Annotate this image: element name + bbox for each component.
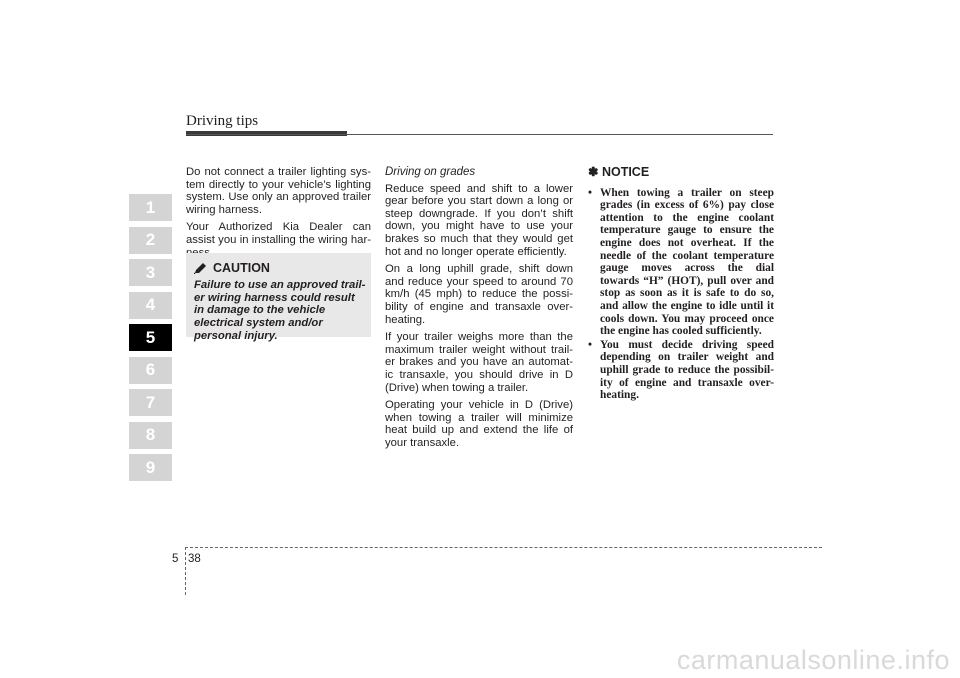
notice-item: • You must decide driving speed depending on trailer weight and uphill grade to reduce the possibil-ity of engine and transaxle over-heating. xyxy=(588,339,774,402)
drive-mode-paragraph: Operating your vehicle in D (Drive) when towing a trailer will minimize heat build up and extend the life of your transaxle. xyxy=(385,399,573,449)
chapter-tab-2[interactable]: 2 xyxy=(129,227,172,254)
watermark: carmanualsonline.info xyxy=(676,645,950,675)
page-chapter-number: 5 xyxy=(172,553,179,565)
caution-box xyxy=(186,253,371,342)
pencil-icon xyxy=(194,262,208,274)
header-rule xyxy=(186,134,773,135)
wiring-paragraph: Do not connect a trailer lighting sys-tem directly to your vehicle’s lighting system. Use only an approved trailer wiring harness. xyxy=(186,166,371,216)
chapter-tab-9[interactable]: 9 xyxy=(129,454,172,481)
chapter-tabs xyxy=(129,194,172,487)
header-title: Driving tips xyxy=(186,113,259,129)
column-2 xyxy=(385,166,573,454)
caution-text: Failure to use an approved trail-er wiring harness could result in damage to the vehicle electrical system and/or personal injury. xyxy=(194,279,366,342)
caution-title: CAUTION xyxy=(213,261,270,275)
grades-subheading: Driving on grades xyxy=(385,166,476,178)
notice-heading: ✽ NOTICE xyxy=(588,165,650,179)
chapter-tab-8[interactable]: 8 xyxy=(129,422,172,449)
notice-item: • When towing a trailer on steep grades (in excess of 6%) pay close attention to the engine coolant temperature gauge to ensure the engine does not overheat. If the needle of the coolant temperature gauge moves across the dial towards “H” (HOT), pull over and stop as soon as it is safe to do so, and allow the engine to idle until it cools down. You may proceed once the engine has cooled sufficiently. xyxy=(588,187,774,338)
uphill-paragraph: On a long uphill grade, shift down and reduce your speed to around 70 km/h (45 mph) to reduce the possi-bility of engine and transaxle over-heating. xyxy=(385,263,573,326)
page-number: 38 xyxy=(188,553,201,565)
downgrade-paragraph: Reduce speed and shift to a lower gear before you start down a long or steep downgrade. If you don’t shift down, you might have to use your brakes so much that they would get hot and no longer operate efficiently. xyxy=(385,182,573,258)
caution-heading xyxy=(194,261,270,275)
chapter-tab-3[interactable]: 3 xyxy=(129,259,172,286)
chapter-tab-5[interactable]: 5 xyxy=(129,324,172,351)
chapter-tab-4[interactable]: 4 xyxy=(129,292,172,319)
footer-rule xyxy=(185,547,822,548)
notice-list xyxy=(588,187,774,402)
trailer-weight-paragraph: If your trailer weighs more than the maximum trailer weight without trail-er brakes and you have an automat-ic transaxle, you should drive in D (Drive) when towing a trailer. xyxy=(385,331,573,394)
column-1 xyxy=(186,166,371,264)
chapter-tab-7[interactable]: 7 xyxy=(129,389,172,416)
chapter-tab-1[interactable]: 1 xyxy=(129,194,172,221)
column-3 xyxy=(588,166,774,403)
chapter-tab-6[interactable]: 6 xyxy=(129,357,172,384)
dealer-paragraph: Your Authorized Kia Dealer can assist you in installing the wiring har- xyxy=(186,221,371,246)
footer-vertical-rule xyxy=(185,547,186,595)
